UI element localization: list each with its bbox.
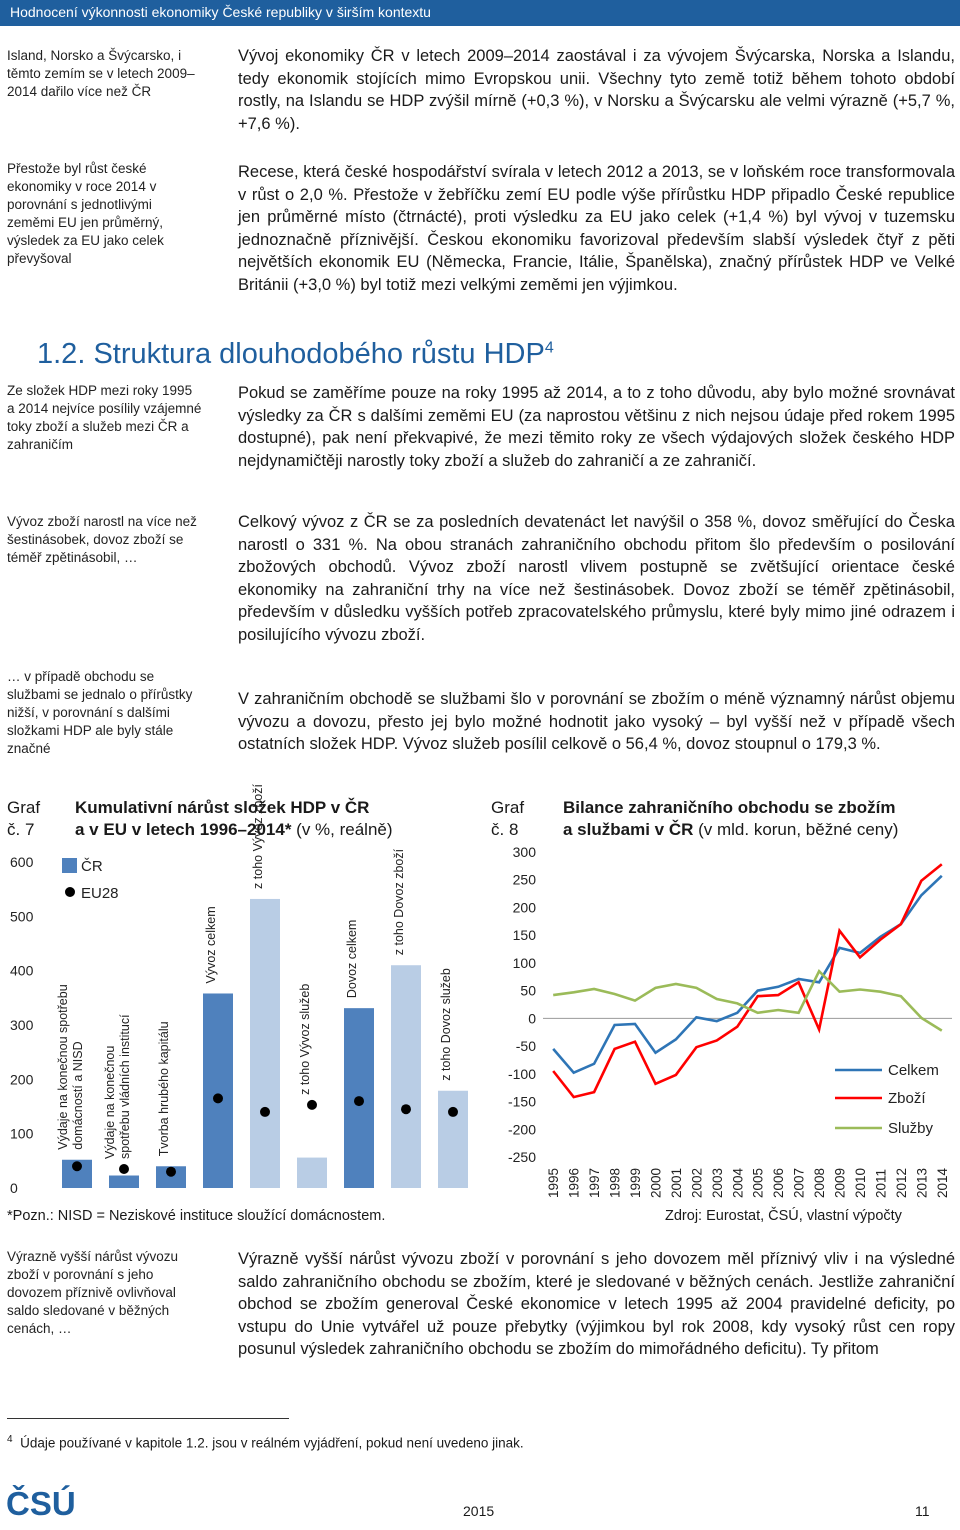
footnote-divider	[7, 1418, 289, 1419]
category-label-line: Výdaje na konečnou spotřebu	[56, 984, 70, 1150]
category-label-line: Dovoz celkem	[345, 919, 359, 999]
x-tick-label: 2002	[689, 1167, 705, 1198]
y-tick-label: 300	[10, 1017, 34, 1033]
series-line	[553, 864, 942, 1097]
x-tick-label: 1999	[628, 1167, 644, 1198]
marker-eu28	[166, 1167, 176, 1177]
x-tick-label: 2005	[750, 1167, 766, 1198]
category-label-line: z toho Dovoz zboží	[392, 848, 406, 956]
marker-eu28	[448, 1107, 458, 1117]
bar-cr	[297, 1158, 327, 1188]
category-label	[103, 1014, 132, 1159]
category-label	[204, 906, 218, 983]
legend-label: EU28	[81, 885, 119, 902]
body-paragraph: Výrazně vyšší nárůst vývozu zboží v porovnání s jeho dovozem měl příznivý vliv i na výsledné saldo zahraničního obchodu se zbožím, které je sledované v běžných cenách. Jestliže zahraniční obchod se zbožím generoval České ekonomice v letech 1995 až 2004 pravidelné deficity, po vstupu do Unie vytvářel už pouze přebytky (výjimkou byl rok 2008, kdy vysoký růst cen ropy posunul výsledek zahraničního obchodu se zbožím do mimořádného deficitu). Ty přitom	[238, 1250, 955, 1359]
document-title: Hodnocení výkonnosti ekonomiky České republiky v širším kontextu	[10, 4, 431, 20]
x-tick-label: 2003	[709, 1167, 725, 1198]
document-header	[0, 0, 960, 26]
chart-source: Zdroj: Eurostat, ČSÚ, vlastní výpočty	[665, 1208, 902, 1224]
marker-eu28	[401, 1104, 411, 1114]
legend-label: Služby	[888, 1120, 934, 1137]
marker-eu28	[260, 1107, 270, 1117]
csu-logo: ČSÚ	[6, 1485, 76, 1522]
y-tick-label: 100	[10, 1125, 34, 1142]
category-label-line: z toho Dovoz služeb	[439, 968, 453, 1081]
marker-eu28	[213, 1093, 223, 1103]
y-tick-label: 500	[10, 908, 34, 925]
marker-eu28	[119, 1164, 129, 1174]
y-tick-label: -200	[507, 1121, 536, 1138]
legend-label: Celkem	[888, 1062, 939, 1079]
graf8-chart	[490, 840, 960, 1205]
body-paragraph: Vývoj ekonomiky ČR v letech 2009–2014 zaostával i za vývojem Švýcarska, Norska a Islandu, tedy ekonomik stojících mimo Evropskou unii. Všechny tyto země totiž během tohoto období rostly, na Islandu se HDP zvýšil mírně (+0,3 %), v Norsku a Švýcarsku ale velmi výrazně (+5,7 %, +7,6 %).	[238, 47, 955, 133]
chart-note: *Pozn.: NISD = Neziskové instituce sloužící domácnostem.	[7, 1208, 386, 1224]
graf8-title: Bilance zahraničního obchodu se zbožím a službami v ČR (v mld. korun, běžné ceny)	[563, 798, 899, 839]
section-number: 1.2.	[37, 338, 86, 370]
graf8-label: Graf č. 8	[491, 798, 525, 839]
bar-cr	[438, 1091, 468, 1188]
x-tick-label: 1998	[607, 1167, 623, 1198]
legend-swatch-cr	[62, 858, 77, 873]
marker-eu28	[307, 1100, 317, 1110]
page-number: 11	[915, 1503, 930, 1519]
legend-label: Zboží	[888, 1090, 926, 1107]
category-label	[345, 920, 359, 999]
body-paragraph: Pokud se zaměříme pouze na roky 1995 až 2014, a to z toho důvodu, aby bylo možné srovnávat výsledky za ČR s dalšími zeměmi EU (za naprostou většinu z nich nejsou údaje před rokem 1995 dostupné), pak není překvapivé, že mezi těmito roky ze všech výdajových složek českého HDP nejdynamičtěji narostly toky zboží a služeb do zahraničí a ze zahraničí.	[238, 384, 955, 470]
footnote-ref: 4	[544, 339, 554, 357]
y-tick-label: 400	[10, 962, 34, 979]
x-tick-label: 2001	[668, 1167, 684, 1198]
y-tick-label: -150	[507, 1093, 536, 1110]
y-tick-label: 200	[10, 1071, 34, 1088]
y-tick-label: -100	[507, 1065, 536, 1082]
x-tick-label: 1996	[566, 1167, 582, 1198]
y-tick-label: 0	[10, 1180, 18, 1196]
section-title: Struktura dlouhodobého růstu HDP	[93, 338, 545, 370]
category-label-line: Tvorba hrubého kapitálu	[157, 1021, 171, 1157]
body-paragraph: Celkový vývoz z ČR se za posledních devatenáct let navýšil o 358 %, dovoz směřující do Česka narostl o 331 %. Na obou stranách zahraničního obchodu přitom šlo především o posilování zbožových obchodů. Vývoz zboží narostl vlivem postupně se zvětšující orientace české ekonomiky na zahraniční trhy na více než šestinásobek. Dovoz zboží se téměř zpětinásobil, především v důsledku vyšších potřeb zpracovatelského průmyslu, které byly mimo jiné odrazem i posilujícího vývozu zboží.	[238, 513, 955, 644]
x-tick-label: 2011	[873, 1168, 889, 1198]
y-tick-label: 200	[512, 899, 536, 916]
x-tick-label: 2014	[934, 1167, 950, 1198]
y-tick-label: -250	[507, 1149, 536, 1165]
bar-cr	[203, 993, 233, 1188]
category-label-line: Vývoz celkem	[204, 906, 218, 984]
y-tick-label: 0	[528, 1010, 536, 1027]
x-tick-label: 2010	[852, 1167, 868, 1198]
category-label-line: domácností a NISD	[71, 1041, 85, 1150]
bar-cr	[391, 965, 421, 1188]
x-tick-label: 2004	[730, 1167, 746, 1198]
sidenote: Ze složek HDP mezi roky 1995 a 2014 nejvíce posílily vzájemné toky zboží a služeb mezi ČR a zahraničím	[7, 383, 202, 452]
footnote: $^4$ Údaje používané v kapitole 1.2. jsou v reálném vyjádření, pokud není uvedeno jinak.	[7, 1434, 524, 1451]
y-tick-label: 100	[512, 954, 536, 971]
category-label-line: z toho Vývoz zboží	[251, 784, 265, 889]
category-label	[56, 984, 85, 1149]
legend-marker-eu28	[65, 887, 75, 897]
category-label	[439, 968, 453, 1081]
x-tick-label: 2006	[771, 1167, 787, 1198]
category-label	[251, 784, 265, 889]
category-label-line: Výdaje na konečnou	[103, 1045, 117, 1159]
sidenote: … v případě obchodu se službami se jednalo o přírůstky nižší, v porovnání s dalšími složkami HDP ale byly stále značné	[7, 669, 193, 756]
x-tick-label: 2008	[812, 1167, 828, 1198]
sidenote: Vývoz zboží narostl na více než šestinásobek, dovoz zboží se téměř zpětinásobil, …	[7, 514, 197, 565]
x-tick-label: 2009	[832, 1167, 848, 1198]
body-paragraph: Recese, která české hospodářství svírala v letech 2012 a 2013, se v loňském roce transformovala v růst o 2,0 %. Přestože v žebříčku zemí EU podle výše přírůstku HDP připadlo České republice jen průměrné místo (čtrnácté), proti výsledku za EU jako celek (+1,4 %) byl vývoj v tuzemsku jednoznačně příznivější. Českou ekonomiku favorizoval především slabší výsledek čtyř z pěti největších ekonomik EU (Německa, Francie, Itálie, Španělska), značný přírůstek HDP ve Velké Británii (+3,0 %) byl totiž mezi velkými zeměmi jen výjimkou.	[238, 163, 955, 294]
y-tick-label: 600	[10, 854, 34, 870]
bar-cr	[250, 899, 280, 1188]
marker-eu28	[354, 1096, 364, 1106]
y-tick-label: -50	[515, 1038, 536, 1055]
sidenote: Výrazně vyšší nárůst vývozu zboží v porovnání s jeho dovozem příznivě ovlivňoval saldo sledované v běžných cenách, …	[7, 1249, 179, 1336]
category-label	[298, 984, 312, 1095]
x-tick-label: 2012	[893, 1167, 909, 1198]
category-label	[157, 1021, 171, 1156]
graf7-label: Graf č. 7	[7, 798, 41, 839]
bar-cr	[109, 1176, 139, 1188]
category-label	[392, 848, 406, 955]
x-tick-label: 2000	[648, 1167, 664, 1198]
x-tick-label: 1995	[546, 1167, 562, 1198]
y-tick-label: 50	[520, 982, 536, 999]
graf7-title: Kumulativní nárůst složek HDP v ČR a v EU v letech 1996–2014* (v %, reálně)	[75, 798, 393, 839]
y-tick-label: 300	[512, 844, 536, 860]
x-tick-label: 2007	[791, 1167, 807, 1198]
body-paragraph: V zahraničním obchodě se službami šlo v porovnání se zbožím o méně významný nárůst objemu vývozu a dovozu, přesto jej bylo možné hodnotit jako vysoký – byl vyšší než v případě všech ostatních složek HDP. Vývoz služeb posílil celkově o 56,4 %, dovoz stoupnul o 179,3 %.	[238, 690, 955, 754]
x-tick-label: 2013	[914, 1167, 930, 1198]
y-tick-label: 150	[512, 927, 536, 944]
category-label-line: z toho Vývoz služeb	[298, 983, 312, 1095]
sidenote: Island, Norsko a Švýcarsko, i těmto zemím se v letech 2009–2014 dařilo více než ČR	[7, 48, 195, 99]
legend-label: ČR	[81, 858, 103, 875]
category-label-line: spotřebu vládních institucí	[118, 1014, 132, 1159]
series-line	[553, 876, 942, 1073]
footer-year: 2015	[463, 1503, 495, 1519]
x-tick-label: 1997	[587, 1167, 603, 1198]
sidenote: Přestože byl růst české ekonomiky v roce 2014 v porovnání s jednotlivými zeměmi EU jen průměrný, výsledek za EU jako celek převyšoval	[7, 161, 164, 266]
section-heading	[37, 338, 554, 371]
y-tick-label: 250	[512, 871, 536, 888]
marker-eu28	[72, 1161, 82, 1171]
